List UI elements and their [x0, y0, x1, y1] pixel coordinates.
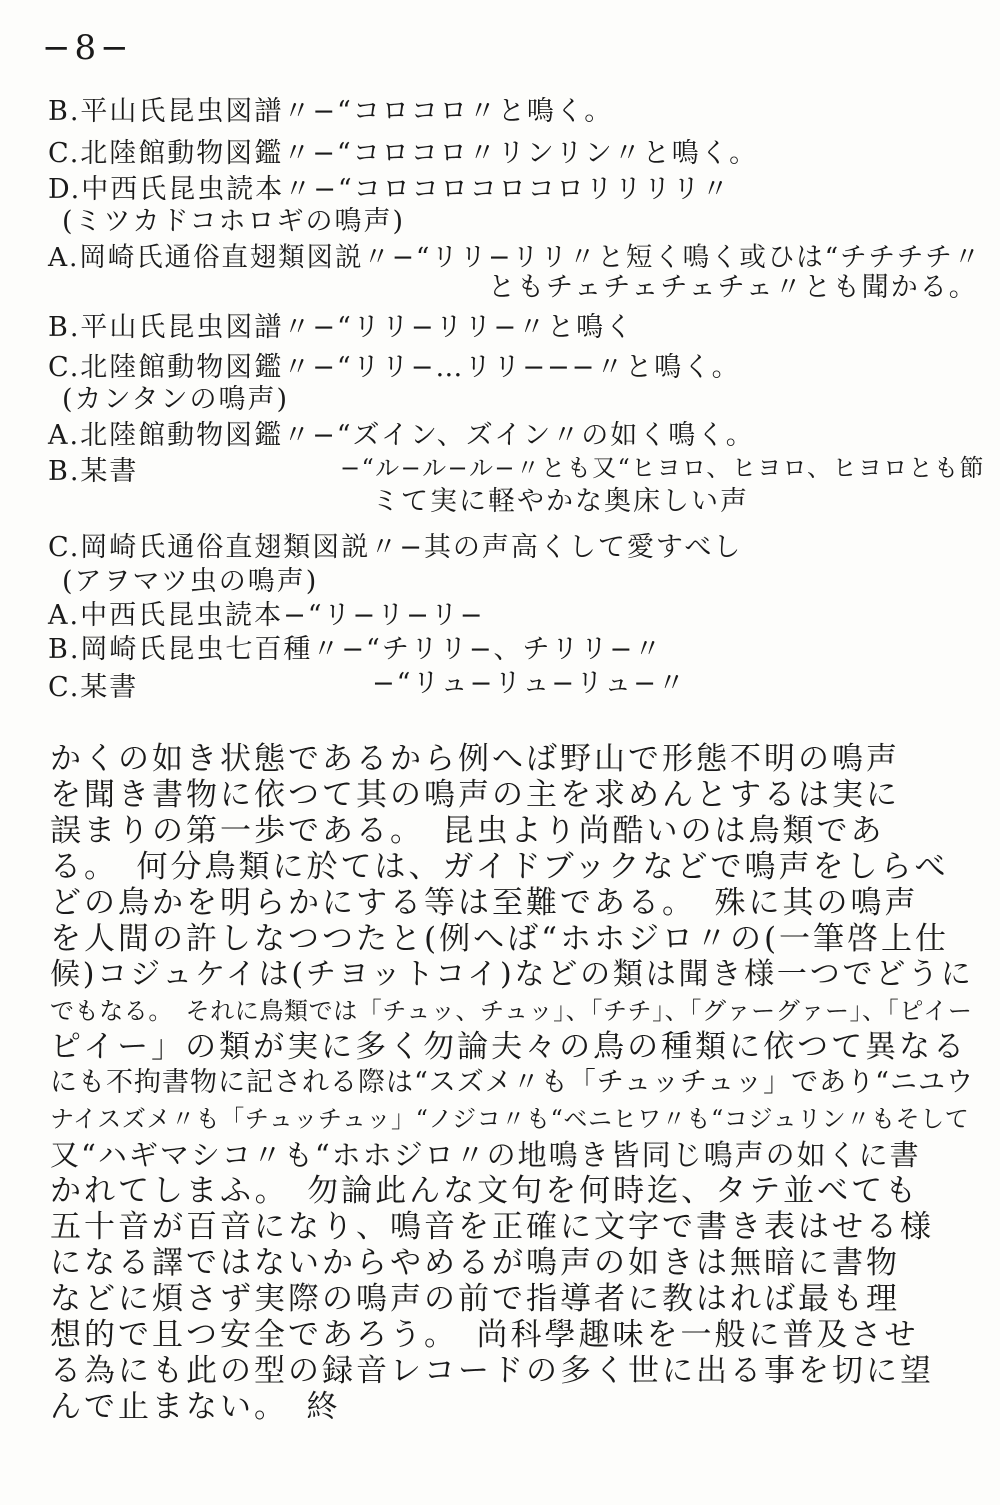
body-line: 想的で且つ安全であろう。 尚科學趣味を一般に普及させ — [50, 1317, 919, 1353]
reference-line: B.平山氏昆虫図譜〃−“リリ−リリ−〃と鳴く — [48, 312, 635, 343]
body-line: 誤まりの第一歩である。 昆虫より尚酷いのは鳥類であ — [50, 813, 885, 849]
body-line: かくの如き状態であるから例へば野山で形態不明の鳴声 — [50, 741, 900, 777]
reference-line: A.岡崎氏通俗直翅類図説〃−“リリ−リリ〃と短く鳴く或ひは“チチチチ〃 — [48, 242, 983, 273]
body-line: を聞き書物に依つて其の鳴声の主を求めんとするは実に — [50, 777, 900, 813]
body-line: る為にも此の型の録音レコードの多く世に出る事を切に望 — [50, 1353, 934, 1389]
body-line: 又“ハギマシコ〃も“ホホジロ〃の地鳴き皆同じ鳴声の如くに書 — [50, 1138, 921, 1172]
body-line: にも不拘書物に記される際は“スズメ〃も「チュッチュッ」であり“ニユウ — [50, 1067, 974, 1098]
reference-continuation: −“リュ−リュ−リュ−〃 — [372, 668, 687, 699]
body-line: になる譯ではないからやめるが鳴声の如きは無暗に書物 — [50, 1245, 900, 1281]
reference-line: C.某書 — [48, 672, 139, 703]
reference-line: B.平山氏昆虫図譜〃−“コロコロ〃と鳴く。 — [48, 96, 614, 127]
body-line: 五十音が百音になり、鳴音を正確に文字で書き表はせる様 — [50, 1209, 934, 1245]
reference-line: C.岡崎氏通俗直翅類図説〃−其の声高くして愛すべし — [48, 532, 743, 563]
body-line: でもなる。 それに鳥類では「チュッ、チュッ」、「チチ」、「グァーグァー」、「ピイー — [50, 997, 973, 1025]
reference-line: A.北陸館動物図鑑〃−“ズイン、ズイン〃の如く鳴く。 — [48, 420, 755, 451]
reference-line: C.北陸館動物図鑑〃−“リリ−…リリ−−−〃と鳴く。 — [48, 352, 741, 383]
reference-line: A.中西氏昆虫読本−“リ−リ−リ− — [48, 600, 485, 631]
body-line: 候)コジュケイは(チヨットコイ)などの類は聞き様一つでどうに — [50, 957, 974, 992]
section-heading: (アヲマツ虫の鳴声) — [62, 566, 319, 597]
page-number: −8− — [42, 28, 133, 68]
body-line: ナイスズメ〃も「チュッチュッ」“ノジコ〃も“ベニヒワ〃も“コジュリン〃もそして — [50, 1105, 970, 1133]
reference-line: D.中西氏昆虫読本〃−“コロコロコロコロリリリリ〃 — [48, 174, 731, 205]
section-heading: (カンタンの鳴声) — [62, 384, 289, 415]
reference-line: B.某書 — [48, 456, 139, 487]
body-line: る。 何分鳥類に於ては、ガイドブックなどで鳴声をしらべ — [50, 849, 949, 885]
reference-line: B.岡崎氏昆虫七百種〃−“チリリ−、チリリ−〃 — [48, 634, 664, 665]
body-line-final: んで止まない。 終 — [50, 1389, 341, 1425]
reference-continuation: ともチェチェチェチェ〃とも聞かる。 — [488, 272, 978, 303]
body-line: などに煩さず実際の鳴声の前で指導者に教はれば最も理 — [50, 1281, 900, 1317]
reference-line: C.北陸館動物図鑑〃−“コロコロ〃リンリン〃と鳴く。 — [48, 138, 759, 169]
section-heading: (ミツカドコホロギの鳴声) — [62, 206, 405, 237]
body-line: ピイー」の類が実に多く勿論夫々の鳥の種類に依つて異なる — [50, 1029, 968, 1065]
reference-continuation: −“ル−ル−ル−〃とも又“ヒヨロ、ヒヨロ、ヒヨロとも節 — [340, 454, 985, 482]
reference-continuation: ミて実に軽やかな奥床しい声 — [372, 486, 749, 517]
body-line: かれてしまふ。 勿論此んな文句を何時迄、タテ並べても — [50, 1173, 920, 1209]
body-line: を人間の許しなつつたと(例へば“ホホジロ〃の(一筆啓上仕 — [50, 921, 950, 957]
body-line: どの鳥かを明らかにする等は至難である。 殊に其の鳴声 — [50, 885, 919, 921]
